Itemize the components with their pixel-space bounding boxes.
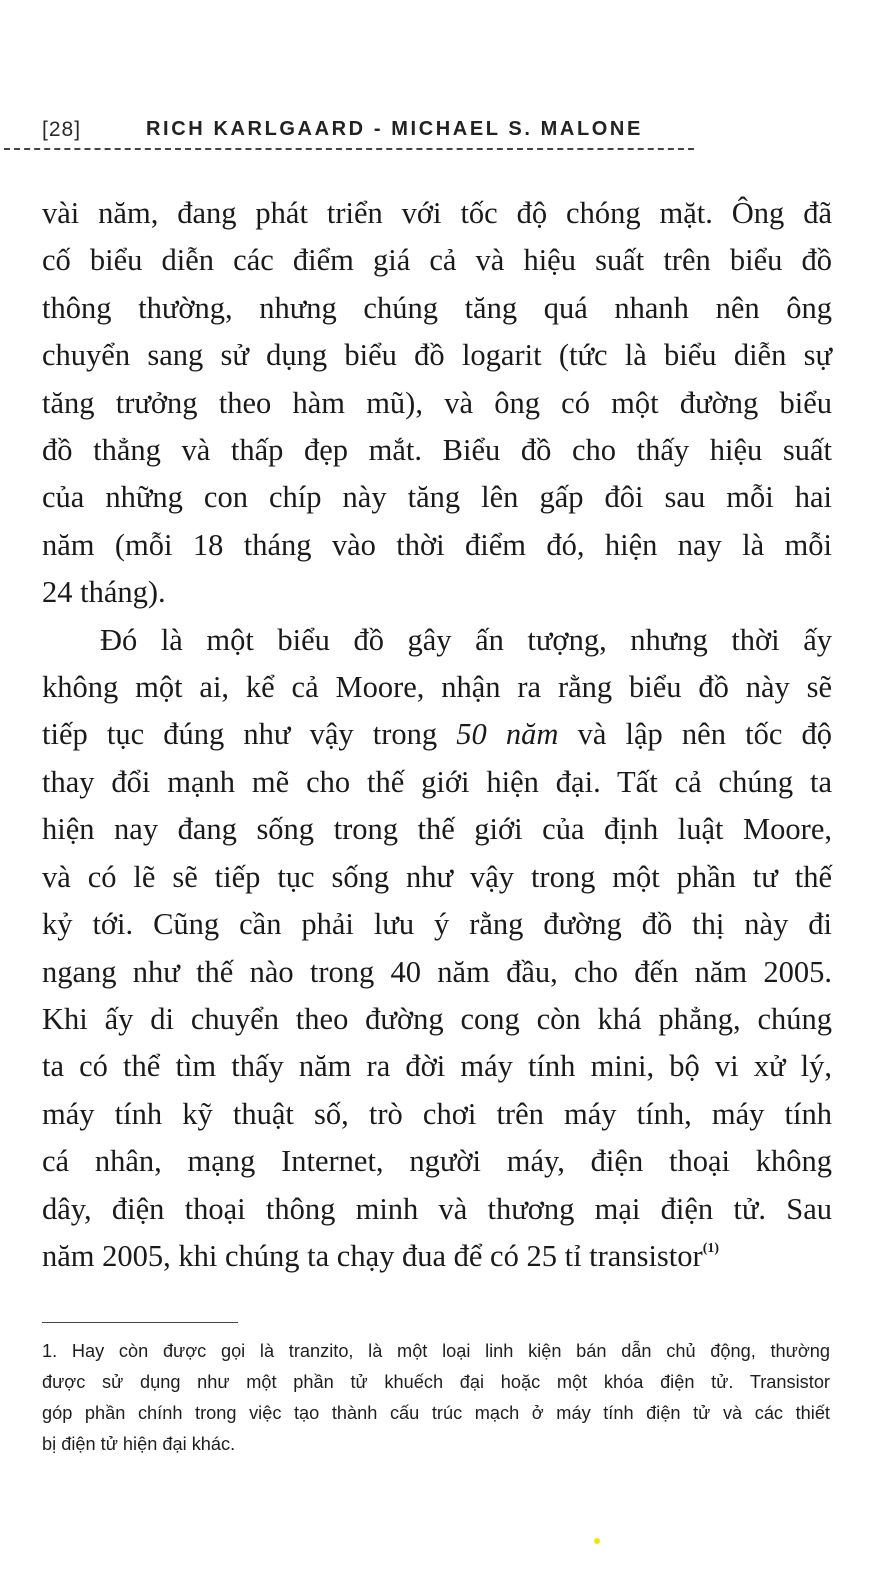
text-line: và có lẽ sẽ tiếp tục sống như vậy trong một phần tư thế: [42, 859, 832, 894]
text-line: thay đổi mạnh mẽ cho thế giới hiện đại. Tất cả chúng ta: [42, 764, 832, 799]
text-line: cố biểu diễn các điểm giá cả và hiệu suất trên biểu đồ: [42, 243, 832, 278]
text-segment: và lập nên tốc độ: [577, 717, 832, 752]
text-line: tăng trưởng theo hàm mũ), và ông có một đường biểu: [42, 385, 832, 420]
text-line: kỷ tới. Cũng cần phải lưu ý rằng đường đồ thị này đi: [42, 907, 832, 942]
text-line: dây, điện thoại thông minh và thương mại điện tử. Sau: [42, 1191, 832, 1226]
text-line: hiện nay đang sống trong thế giới của định luật Moore,: [42, 812, 832, 847]
footnote-line: 1. Hay còn được gọi là tranzito, là một loại linh kiện bán dẫn chủ động, thường: [42, 1341, 830, 1361]
text-line: ta có thể tìm thấy năm ra đời máy tính mini, bộ vi xử lý,: [42, 1049, 832, 1084]
text-line: máy tính kỹ thuật số, trò chơi trên máy tính, máy tính: [42, 1096, 832, 1131]
text-line: đồ thẳng và thấp đẹp mắt. Biểu đồ cho thấy hiệu suất: [42, 433, 832, 468]
header-dashed-rule: [4, 148, 694, 150]
text-line: ngang như thế nào trong 40 năm đầu, cho đến năm 2005.: [42, 954, 832, 989]
text-line-with-footnote-ref: [42, 1233, 832, 1280]
paragraph-1: [42, 190, 832, 617]
text-line: 24 tháng).: [42, 575, 166, 610]
text-segment: tiếp tục đúng như vậy trong: [42, 717, 438, 752]
text-line: vài năm, đang phát triển với tốc độ chóng mặt. Ông đã: [42, 196, 832, 230]
text-line: Khi ấy di chuyển theo đường cong còn khá phẳng, chúng: [42, 1001, 832, 1036]
footnote-separator: [42, 1322, 238, 1323]
emphasis-50-years: 50 năm: [456, 717, 559, 752]
footnote-line: bị điện tử hiện đại khác.: [42, 1434, 236, 1454]
main-body-text: [42, 190, 832, 1280]
text-line: năm (mỗi 18 tháng vào thời điểm đó, hiện nay là mỗi: [42, 527, 832, 562]
text-line: thông thường, nhưng chúng tăng quá nhanh nên ông: [42, 290, 832, 325]
text-line: cá nhân, mạng Internet, người máy, điện thoại không: [42, 1144, 832, 1179]
footnote-reference[interactable]: (1): [702, 1240, 720, 1256]
text-line-with-emphasis: [42, 711, 832, 758]
text-line: chuyển sang sử dụng biểu đồ logarit (tức là biểu diễn sự: [42, 338, 832, 373]
scan-speck: [594, 1538, 600, 1544]
running-head-authors: RICH KARLGAARD - MICHAEL S. MALONE: [146, 118, 643, 140]
text-line: không một ai, kể cả Moore, nhận ra rằng biểu đồ này sẽ: [42, 670, 832, 705]
text-segment: năm 2005, khi chúng ta chạy đua để có 25 tỉ transistor: [42, 1238, 703, 1273]
footnote-line: được sử dụng như một phần tử khuếch đại hoặc một khóa điện tử. Transistor: [42, 1372, 830, 1392]
paragraph-2: [42, 617, 832, 1281]
footnote-line: góp phần chính trong việc tạo thành cấu trúc mạch ở máy tính điện tử và các thiết: [42, 1403, 830, 1423]
text-line: Đó là một biểu đồ gây ấn tượng, nhưng thời ấy: [100, 622, 832, 657]
footnote: [42, 1336, 830, 1460]
text-line: của những con chíp này tăng lên gấp đôi sau mỗi hai: [42, 480, 832, 515]
page-header: [0, 116, 700, 150]
page-number: [28]: [42, 118, 82, 141]
